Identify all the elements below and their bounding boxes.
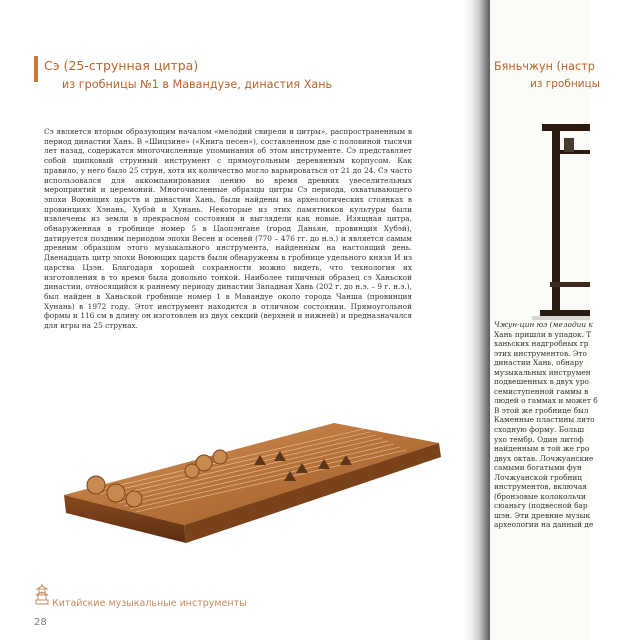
text-line: самыми богатыми фун [494, 463, 582, 473]
text-line: двух октав. Лочжуанские [494, 453, 594, 463]
text-line: сюаньгу (подвесной бар [494, 501, 588, 511]
text-line: Хань пришли в упадок. Т [494, 329, 592, 339]
right-section-title: Бяньчжун (настр [494, 60, 595, 73]
pagoda-icon [34, 583, 50, 605]
bell-frame-photo [490, 110, 590, 320]
text-line: музыкальных инструмен [494, 367, 591, 377]
text-line: сходную форму. Больш [494, 425, 585, 435]
se-zither-photo [34, 385, 449, 545]
book-gutter [462, 0, 490, 640]
footer-book-title: Китайские музыкальные инструменты [52, 598, 247, 609]
text-line: (бронзовые колокольчи [494, 491, 586, 501]
right-section-subtitle: из гробницы [530, 78, 600, 90]
text-line: В этой же гробнице был [494, 405, 589, 415]
text-line: людей о гаммах и может б [494, 396, 598, 406]
text-line: ханьских надгробных гр [494, 339, 589, 349]
text-line: найденным в той же гро [494, 444, 590, 454]
text-line: инструментов, включая [494, 482, 587, 492]
text-line: ухо тембр. Один литоф [494, 434, 584, 444]
text-line: этих инструментов. Это [494, 348, 587, 358]
right-body-text [494, 320, 634, 530]
page-number: 28 [34, 617, 47, 628]
title-accent-bar [34, 56, 38, 82]
section-title: Сэ (25-струнная цитра) [44, 58, 199, 73]
text-line: археологии на данный де [494, 520, 594, 530]
text-line: династии Хань, обнару [494, 358, 584, 368]
text-line: подвешенных в двух уро [494, 377, 589, 387]
text-line: Чжун-цин юэ (мелодии к [494, 320, 593, 329]
text-line: семиступенной гаммы в [494, 386, 589, 396]
section-subtitle: из гробницы №1 в Мавандуэе, династия Хань [62, 78, 333, 91]
paragraph: Сэ является вторым образующим началом «мелодий свирели и цитры», распространенным в период династии Хань. В «Шицзине» («Книга песен»), составленном две с половиной тысячи лет назад, содержатся многочисленные упоминания об этом инструменте. Сэ представляет собой щипковый струнный инструмент с прямоугольным деревянным корпусом. Как правило, у него было 25 струн, хотя их количество могло варьироваться от 21 до 24. Сэ часто использовался для аккомпанирования пению во время древних увеселительных мероприятий и церемоний. Многочисленные образцы цитры Сэ периода, охватывающего эпохи Воюющих царств и династии Хань, были найдены на археологических стоянках в провинциях Хэнань, Хубэй и Хунань. Некоторые из этих памятников культуры были извлечены из земли в прекрасном состоянии и выглядели как новые. Изящная цитра, обнаруженная в гробнице номер 5 в Цаопэнгане (город Даньян, провинция Хубэй), датируется поздним периодом эпохи Весен и осеней (770 – 476 гг. до н.э.) и является самым древним образцом этого музыкального инструмента, найденным на настоящий день. Двенадцать цитр эпохи Воюющих царств были обнаружены в гробнице удельного князя И из царства Цзэн. Благодаря хорошей сохранности можно видеть, что технология их изготовления в то время была довольно тонкой. Наиболее типичный образец сэ Ханьской династии, относящийся к раннему периоду династии Западная Хань (202 г. до н.э. – 9 г. н.э.), был найден в Ханьской гробнице номер 1 в Мавандуе около города Чанша (провинция Хунань) в 1972 году. Этот инструмент находится в отличном состоянии. Прямоугольной формы и 116 см в длину он изготовлен из двух секций (верхней и нижней) и предназначался для игры на 25 струнах. [44, 127, 412, 331]
text-line: Лочжуанской гробниц [494, 472, 583, 482]
text-line: шэн. Эти древние музык [494, 510, 591, 520]
text-line: Каменные пластины лито [494, 415, 595, 425]
right-page [490, 0, 600, 640]
body-text [44, 127, 412, 331]
